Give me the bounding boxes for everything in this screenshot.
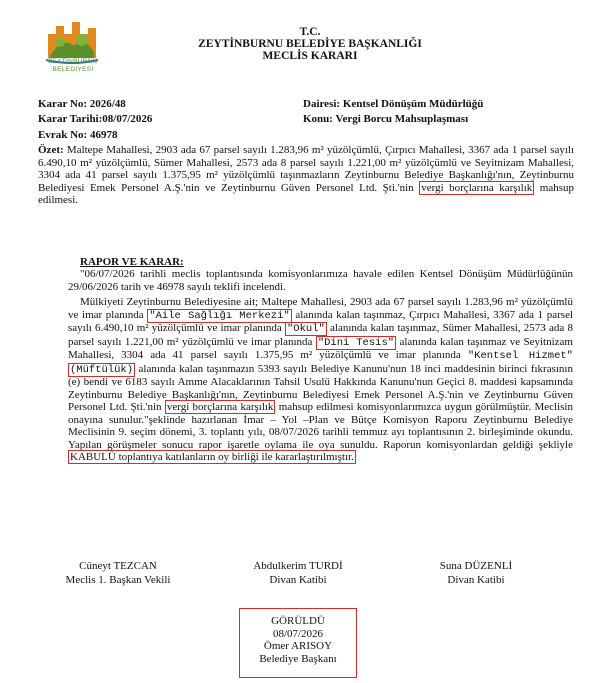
- ozet-paragraph: Özet: Maltepe Mahallesi, 2903 ada 67 parsel sayılı 1.283,96 m² yüzölçümlü, Çırpıcı Mahallesi, 3367 ada 1 parsel sayılı 6.490,10 m² yüzölçümlü, Sümer Mahallesi, 2573 ada 8 parsel sayılı 1.221,00 m² yüzölçümlü ve Seyitnizam Mahallesi, 3304 ada 41 parsel sayılı 1.375,95 m² yüzölçümlü taşınmazların Zeytinburnu Belediye Başkanlığı'nın, Zeytinburnu Belediyesi Emek Personel A.Ş.'nin ve Zeytinburnu Güven Personel Ltd. Şti.'nin vergi borçlarına karşılık mahsup edilmesi.: [38, 144, 574, 206]
- approval-title: Belediye Başkanı: [259, 652, 337, 665]
- highlight-muftuluk: (Müftülük): [70, 363, 134, 376]
- konu: Konu: Vergi Borcu Mahsuplaşması: [303, 113, 469, 125]
- signature-divan-katibi-1: Abdulkerim TURDİ Divan Katibi: [253, 560, 343, 586]
- signature-divan-katibi-2: Suna DÜZENLİ Divan Katibi: [439, 560, 513, 586]
- ozet-highlight: vergi borçlarına karşılık: [421, 181, 533, 194]
- highlight-okul: "Okul": [286, 323, 325, 335]
- highlight-vergi-borclari: vergi borçlarına karşılık: [166, 401, 274, 413]
- karar-tarihi: Karar Tarihi:08/07/2026: [38, 113, 153, 125]
- ozet-label: Özet:: [38, 144, 64, 156]
- rapor-body: Mülkiyeti Zeytinburnu Belediyesine ait; Maltepe Mahallesi, 2903 ada 67 parsel sayılı 1.283,96 m² yüzölçümlü ve imar planında "Aile Sağlığı Merkezi" alanında kalan taşınmaz, Çırpıcı Mahallesi, 3367 ada 1 parsel sayılı 6.490,10 m² yüzölçümlü ve imar planında "Okul" alanında kalan taşınmaz, Sümer Mahallesi, 2573 ada 8 parsel sayılı 1.221,00 m² yüzölçümlü ve imar planında "Dini Tesis" alanında kalan taşınmaz ve Seyitnizam Mahallesi, 3304 ada 41 parsel sayılı 1.375,95 m² yüzölçümlü ve imar planında "Kentsel Hizmet" (Müftülük) alanında kalan taşınmazın 5393 sayılı Belediye Kanunu'nun 18 inci maddesinin birinci fıkrasının (e) bendi ve 6183 sayılı Amme Alacaklarının Tahsil Usulü Hakkında Kanunu'nun Geçici 8. maddesi kapsamında Zeytinburnu Belediye Başkanlığı'nın, Zeytinburnu Belediyesi Emek Personel A.Ş.'nin ve Zeytinburnu Güven Personel Ltd. Şti.'nin vergi borçlarına karşılık mahsup edilmesi komisyonlarımızca uygun görülmüştür. Meclisin onayına sunulur."şeklinde hazırlanan İmar – Yol –Plan ve Bütçe Komisyon Raporu Zeytinburnu Belediye Meclisinin 9. seçim dönemi, 3. toplantı yılı, 08/07/2026 tarihli temmuz ayı toplantısının 2. birleşiminde okundu. Yapılan görüşmeler sonucu rapor işaretle oylama ile oya sunuldu. Raporun komisyonlardan geldiği şekliyle KABULÜ toplantıya katılanların oy birliği ile kararlaştırılmıştır.: [68, 296, 574, 463]
- header-tc: T.C.: [299, 26, 321, 38]
- highlight-aile-sagligi: "Aile Sağlığı Merkezi": [149, 309, 290, 322]
- approval-name: Ömer ARISOY: [263, 640, 333, 653]
- approval-status: GÖRÜLDÜ: [271, 615, 325, 627]
- approval-date: 08/07/2026: [272, 627, 324, 640]
- signature-baskan-vekili: Cüneyt TEZCAN Meclis 1. Başkan Vekili: [65, 560, 171, 586]
- rapor-heading: RAPOR VE KARAR:: [80, 256, 184, 268]
- header-institution: ZEYTİNBURNU BELEDİYE BAŞKANLIĞI: [198, 38, 422, 50]
- dairesi: Dairesi: Kentsel Dönüşüm Müdürlüğü: [303, 98, 484, 110]
- evrak-no: Evrak No: 46978: [38, 129, 118, 141]
- highlight-dini-tesis: "Dini Tesis": [317, 336, 395, 349]
- rapor-intro: "06/07/2026 tarihli meclis toplantısında komisyonlarımıza havale edilen Kentsel Dönüşüm Müdürlüğünün 29/06/2026 tarih ve 46978 sayılı teklifi incelendi.: [68, 268, 573, 293]
- header-doc-type: MECLİS KARARI: [262, 50, 358, 62]
- approval-box: [239, 608, 357, 678]
- highlight-kabul: KABULÜ toplantıya katılanların oy birliği ile kararlaştırılmıştır.: [70, 451, 354, 463]
- karar-no: Karar No: 2026/48: [38, 98, 126, 110]
- logo-text: ZEYTİNBURNU BELEDİYESİ: [48, 58, 98, 73]
